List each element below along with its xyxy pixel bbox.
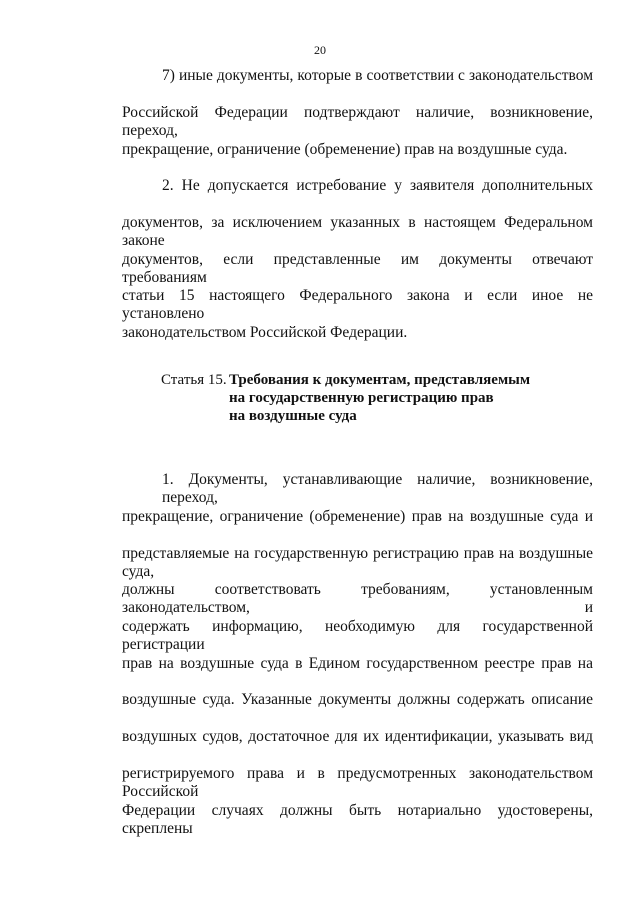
article-label: Статья 15. [161, 372, 227, 388]
article-title-line: Требования к документам, представляемым [229, 372, 531, 388]
text-line: 1. Документы, устанавливающие наличие, возникновение, переход, [162, 471, 593, 506]
text-line: прав на воздушные суда в Едином государственном реестре прав на [122, 655, 593, 672]
text-line: содержать информацию, необходимую для государственной регистрации [122, 618, 593, 653]
text-line: документов, если представленные им документы отвечают требованиям [122, 251, 593, 286]
text-line: регистрируемого права и в предусмотренных законодательством Российской [122, 765, 593, 800]
text-line: документов, за исключением указанных в настоящем Федеральном законе [122, 214, 593, 249]
text-line: представляемые на государственную регистрацию прав на воздушные суда, [122, 545, 593, 580]
text-line: 2. Не допускается истребование у заявителя дополнительных [162, 177, 593, 194]
text-line: воздушных судов, достаточное для их идентификации, указывать вид [122, 728, 593, 745]
text-line: Российской Федерации подтверждают наличие, возникновение, переход, [122, 104, 593, 139]
page-number: 20 [314, 43, 326, 57]
text-line: воздушные суда. Указанные документы должны содержать описание [122, 691, 593, 708]
text-line: Федерации случаях должны быть нотариально удостоверены, скреплены [122, 802, 593, 837]
text-line: статьи 15 настоящего Федерального закона и если иное не установлено [122, 287, 593, 322]
text-line: 7) иные документы, которые в соответствии с законодательством [162, 67, 593, 84]
text-line: законодательством Российской Федерации. [122, 324, 408, 341]
text-line: должны соответствовать требованиям, установленным законодательством, и [122, 581, 593, 616]
article-title-line: на воздушные суда [229, 408, 357, 424]
text-line: прекращение, ограничение (обременение) прав на воздушные суда и [122, 508, 593, 525]
text-line: прекращение, ограничение (обременение) прав на воздушные суда. [122, 141, 568, 158]
article-title-line: на государственную регистрацию прав [229, 390, 494, 406]
